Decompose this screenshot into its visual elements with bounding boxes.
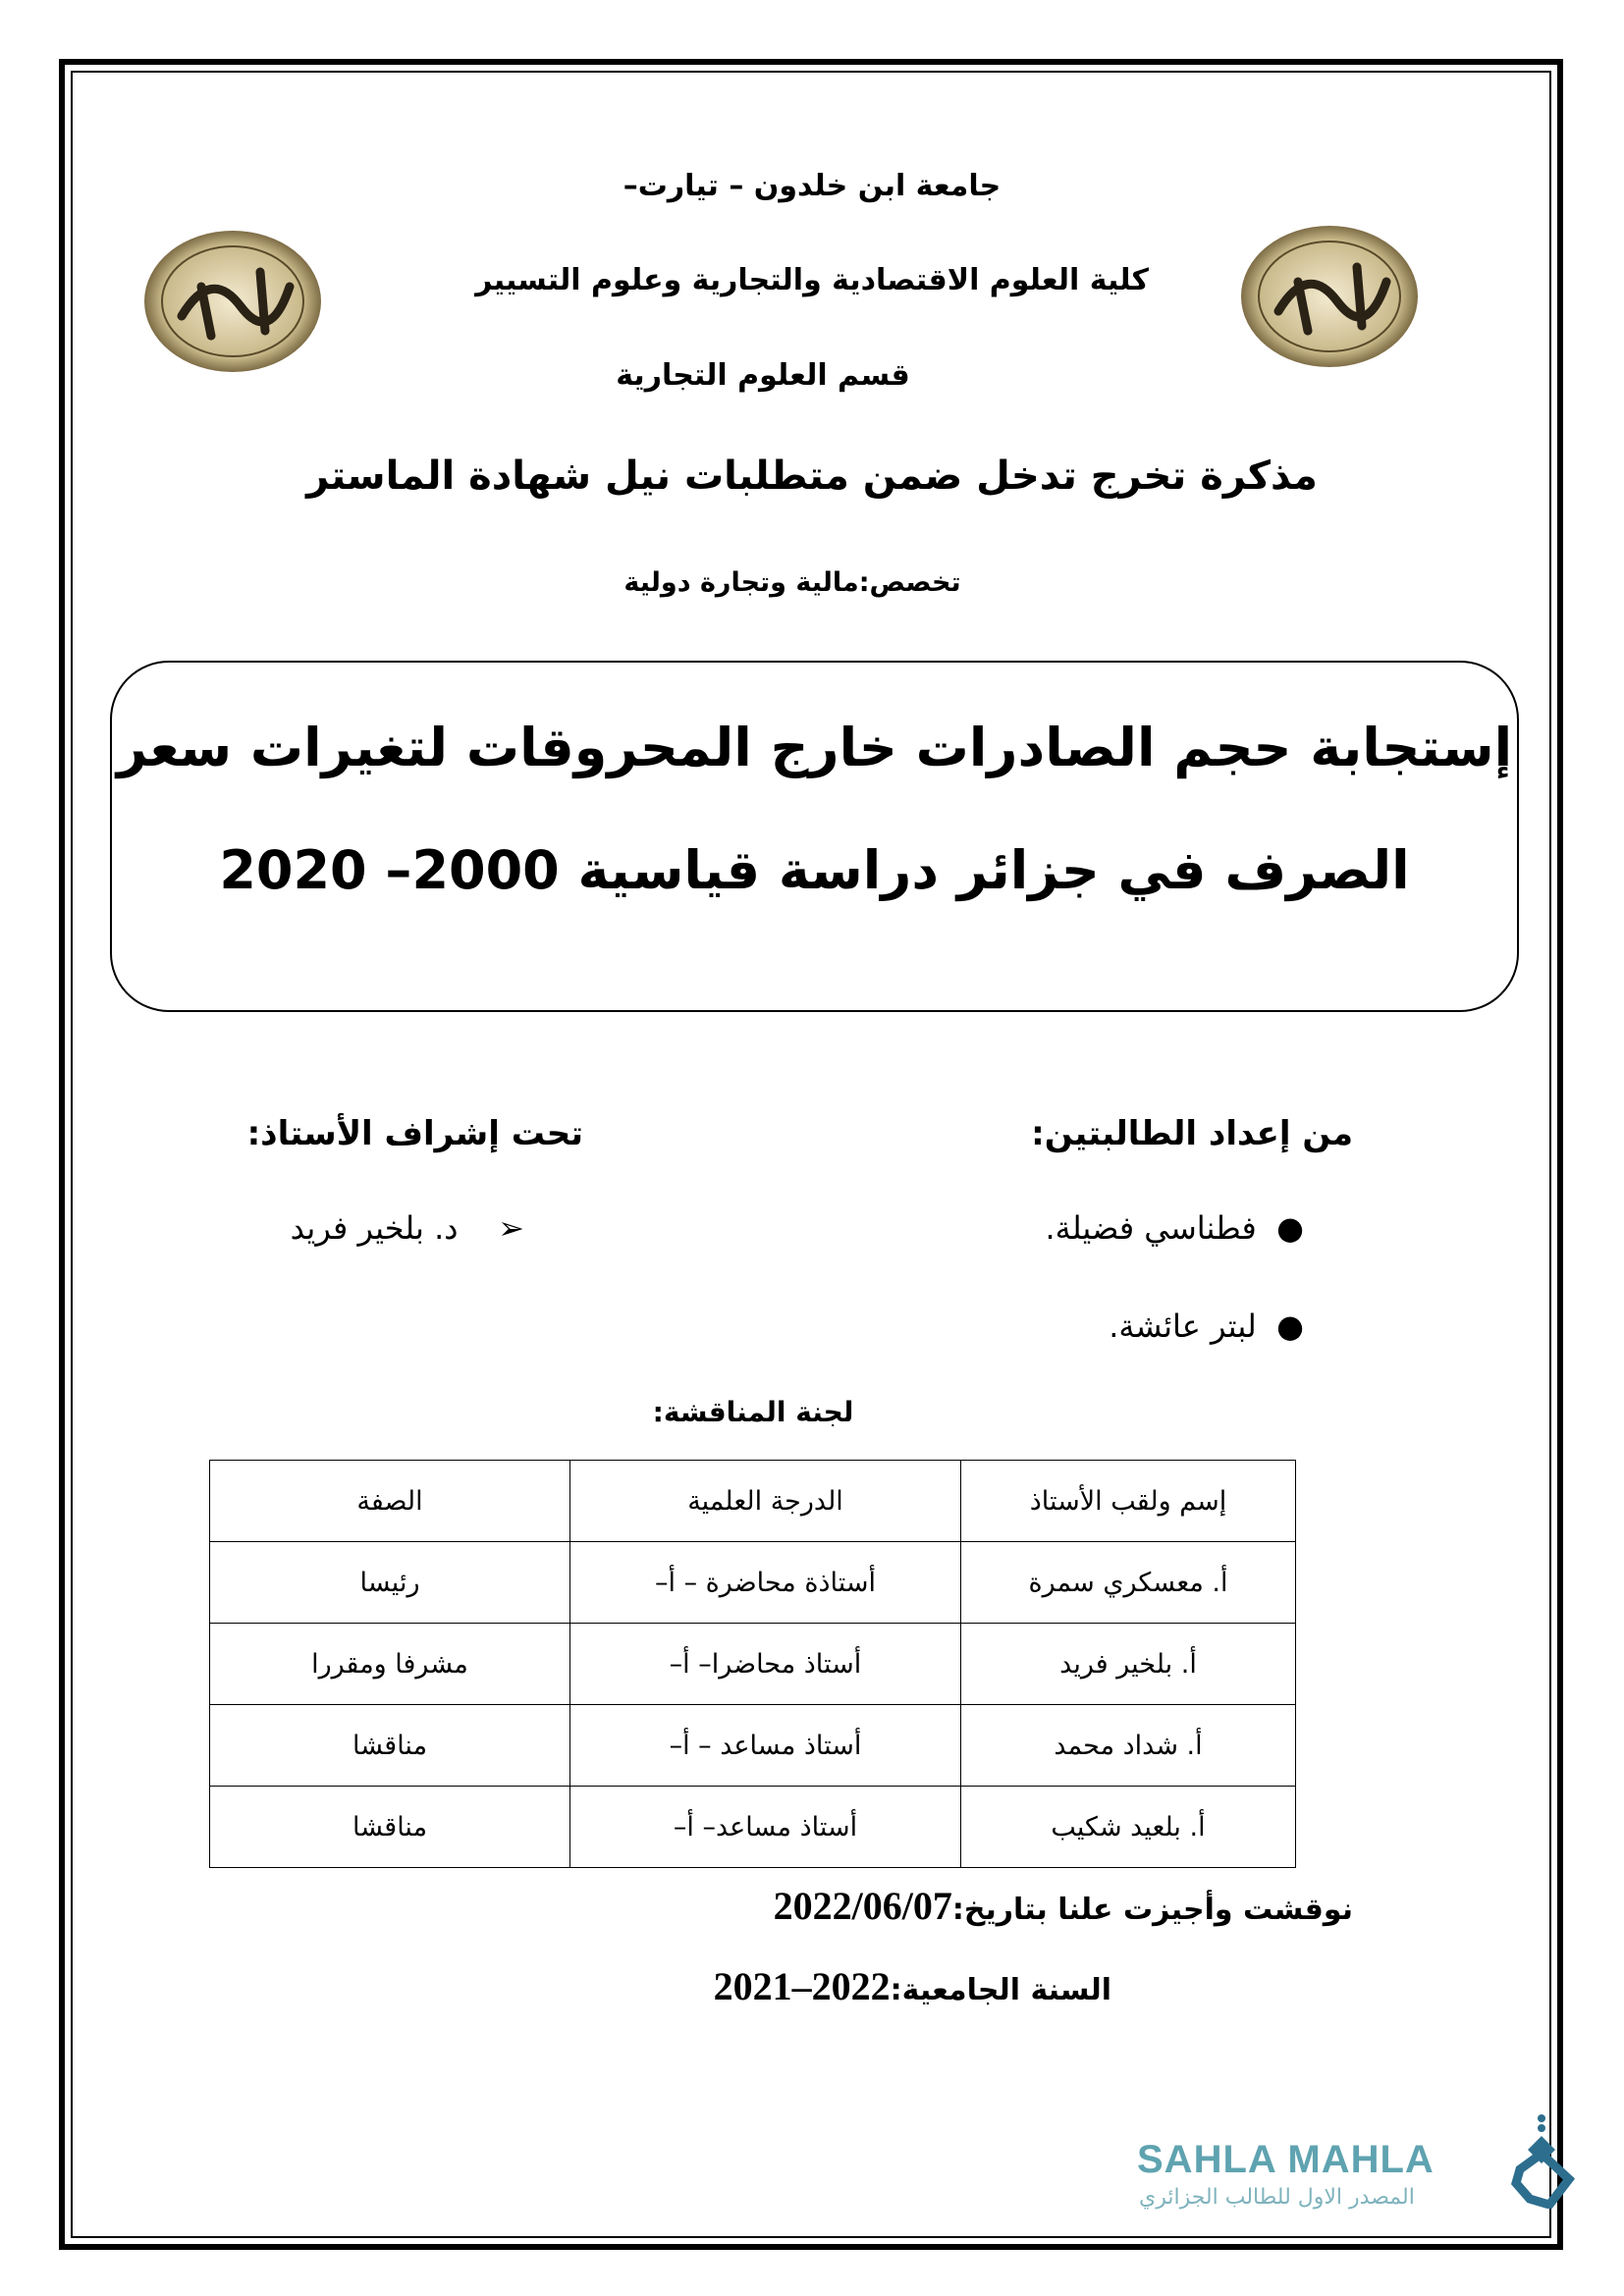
arrow-bullet-icon: ➢: [458, 1209, 524, 1247]
member-role: رئيسا: [210, 1542, 570, 1624]
bullet-icon: ●: [1256, 1209, 1304, 1247]
member-role: مناقشا: [210, 1705, 570, 1787]
member-rank: أستاذة محاضرة – أ–: [570, 1542, 961, 1624]
academic-year: 2021–2022: [713, 1964, 891, 2008]
member-name: أ. شداد محمد: [961, 1705, 1296, 1787]
watermark-brand: SAHLA MAHLA: [1137, 2138, 1435, 2181]
member-name: أ. معسكري سمرة: [961, 1542, 1296, 1624]
thesis-title-line-2: الصرف في جزائر دراسة قياسية 2000– 2020: [219, 839, 1410, 901]
defense-date: 2022/06/07: [773, 1884, 952, 1928]
watermark-tagline: المصدر الاول للطالب الجزائري: [1139, 2185, 1415, 2210]
header-rank: الدرجة العلمية: [570, 1461, 961, 1542]
student-2: ● لبتر عائشة.: [1109, 1308, 1304, 1345]
table-row: [210, 1787, 1296, 1868]
supervisor-label: تحت إشراف الأستاذ:: [246, 1114, 583, 1153]
student-1: ● فطناسي فضيلة.: [1045, 1209, 1304, 1247]
thesis-title-line-1: إستجابة حجم الصادرات خارج المحروقات لتغيرات سعر: [116, 717, 1513, 778]
member-rank: أستاذ مساعد – أ–: [570, 1705, 961, 1787]
header-name: إسم ولقب الأستاذ: [961, 1461, 1296, 1542]
thesis-title-box: [110, 661, 1519, 1012]
sahla-mahla-watermark: [1129, 2110, 1581, 2218]
university-logo-left: [142, 228, 324, 375]
faculty-name: كلية العلوم الاقتصادية والتجارية وعلوم التسيير: [475, 263, 1149, 297]
sahla-mahla-logo-icon: [1510, 2110, 1579, 2209]
bullet-icon: ●: [1256, 1308, 1304, 1345]
member-name: أ. بلخير فريد: [961, 1624, 1296, 1705]
member-rank: أستاذ محاضرا– أ–: [570, 1624, 961, 1705]
memo-type: مذكرة تخرج تدخل ضمن متطلبات نيل شهادة الماستر: [306, 454, 1318, 499]
member-role: مشرفا ومقررا: [210, 1624, 570, 1705]
member-rank: أستاذ مساعد– أ–: [570, 1787, 961, 1868]
committee-heading: لجنة المناقشة:: [652, 1396, 854, 1428]
defense-date-line: نوقشت وأجيزت علنا بتاريخ:2022/06/07: [773, 1884, 1353, 1928]
committee-table: [209, 1460, 1296, 1868]
specialty: تخصص:مالية وتجارة دولية: [623, 567, 961, 598]
students-label: من إعداد الطالبتين:: [1031, 1114, 1353, 1153]
academic-year-line: السنة الجامعية:2021–2022: [713, 1964, 1111, 2008]
member-name: أ. بلعيد شكيب: [961, 1787, 1296, 1868]
table-row: [210, 1542, 1296, 1624]
department-name: قسم العلوم التجارية: [616, 358, 910, 393]
supervisor: ➢ د. بلخير فريد: [290, 1209, 524, 1247]
university-name: جامعة ابن خلدون – تيارت–: [623, 169, 1001, 203]
table-row: [210, 1705, 1296, 1787]
table-row: [210, 1624, 1296, 1705]
member-role: مناقشا: [210, 1787, 570, 1868]
table-header-row: [210, 1461, 1296, 1542]
header-role: الصفة: [210, 1461, 570, 1542]
